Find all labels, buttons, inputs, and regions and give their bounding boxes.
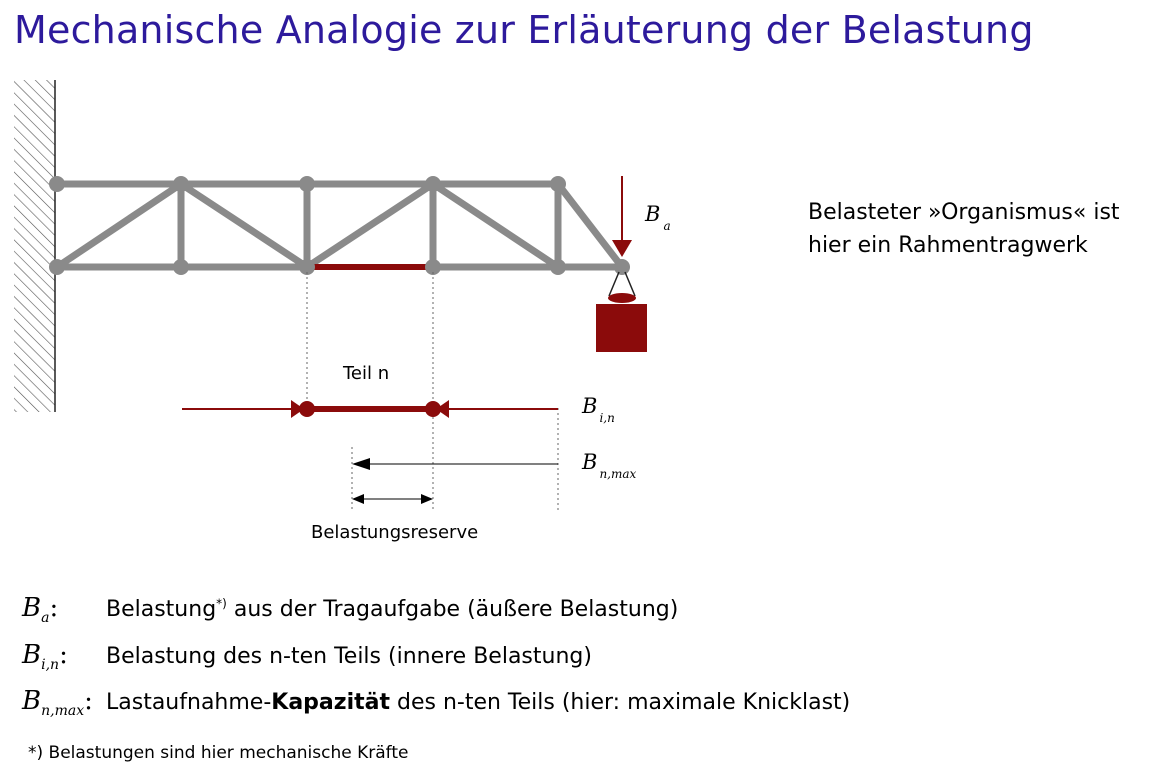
wall-hatching — [14, 80, 55, 412]
legend-text-bin: Belastung des n-ten Teils (innere Belastung) — [106, 644, 592, 669]
legend-symbol-bnmax: $B_{n,max}$: — [22, 686, 93, 720]
reserve-label: Belastungsreserve — [311, 522, 479, 543]
frame-description — [808, 196, 1120, 262]
footnote: *) Belastungen sind hier mechanische Kräfte — [28, 743, 409, 763]
legend-item-ba — [22, 593, 678, 626]
dimension-guides — [307, 272, 558, 510]
legend-item-bin — [22, 640, 592, 673]
truss-members — [57, 184, 622, 267]
legend-text-ba: Belastung*) aus der Tragaufgabe (äußere Belastung) — [106, 596, 679, 622]
capacity-arrow — [352, 458, 558, 470]
reserve-arrow — [352, 494, 433, 504]
part-n-label: Teil n — [343, 363, 390, 384]
page-title: Mechanische Analogie zur Erläuterung der Belastung — [14, 8, 1034, 52]
force-bnmax-label: B $_{n,max}$ — [582, 450, 637, 481]
legend-symbol-ba: $B_a$: — [22, 593, 59, 627]
weight-icon — [596, 272, 647, 352]
force-ba-label: B $_a$ — [645, 202, 671, 233]
description-line-1: Belasteter »Organismus« ist — [808, 200, 1120, 225]
legend-text-bnmax: Lastaufnahme-Kapazität des n-ten Teils (hier: maximale Knicklast) — [106, 690, 851, 715]
force-bin-label: B $_{i,n}$ — [582, 394, 615, 425]
legend-item-bnmax — [22, 686, 850, 719]
force-ba-arrow — [612, 176, 632, 257]
legend-symbol-bin: $B_{i,n}$: — [22, 640, 68, 674]
internal-force-diagram — [182, 400, 558, 418]
description-line-2: hier ein Rahmentragwerk — [808, 233, 1088, 258]
